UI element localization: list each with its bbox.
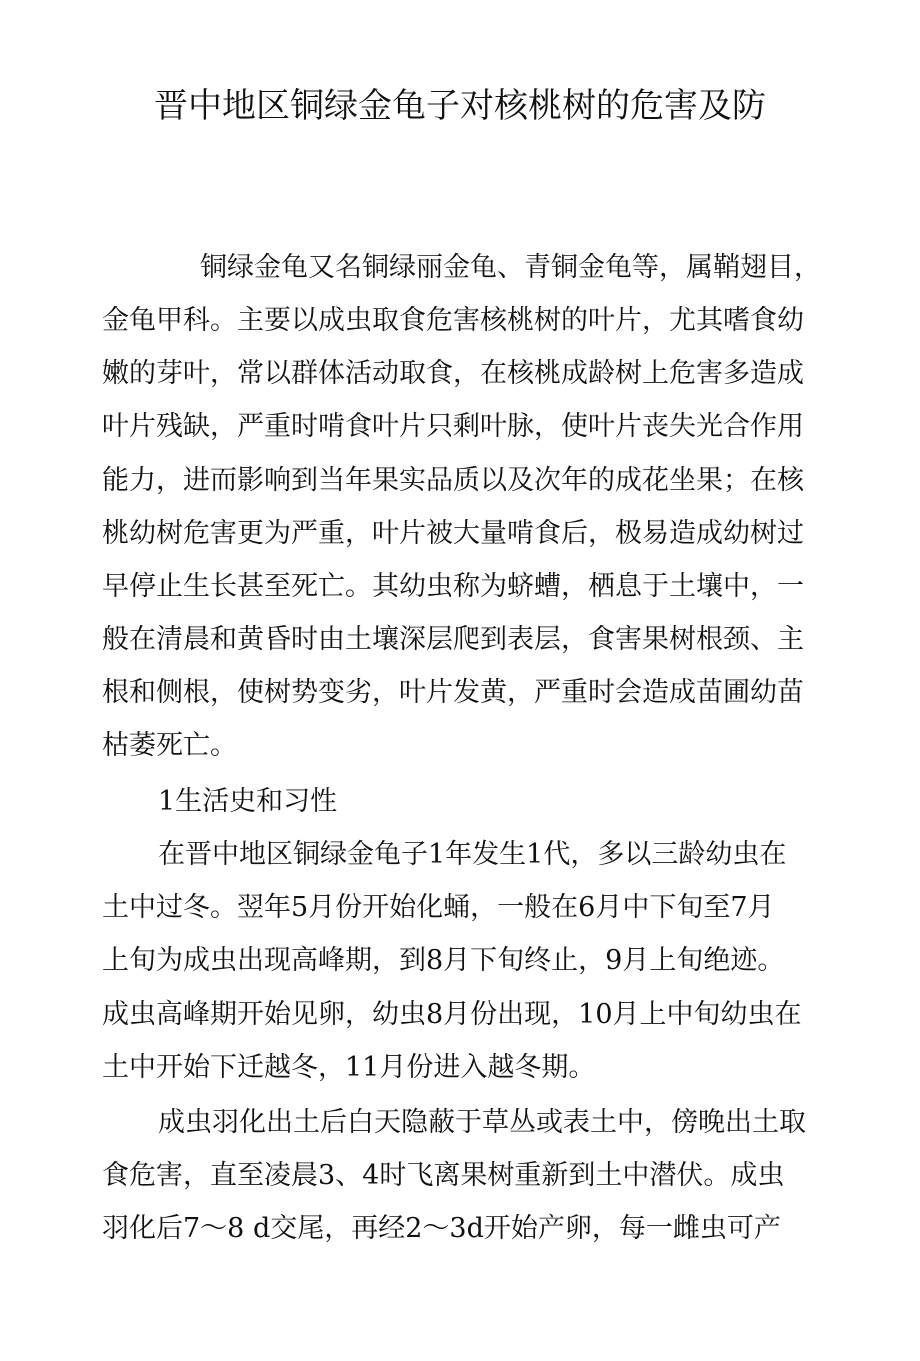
paragraph-line: 桃幼树危害更为严重，叶片被大量啃食后，极易造成幼树过 (102, 518, 804, 549)
paragraph-line: 在晋中地区铜绿金龟子1年发生1代，多以三龄幼虫在 (158, 839, 787, 870)
paragraph-line: 成虫高峰期开始见卵，幼虫8月份出现，10月上中旬幼虫在 (102, 999, 802, 1030)
paragraph-line: 土中过冬。翌年5月份开始化蛹，一般在6月中下旬至7月 (102, 892, 775, 923)
paragraph-line: 成虫羽化出土后白天隐蔽于草丛或表土中，傍晚出土取 (158, 1107, 806, 1138)
section-heading: 1生活史和习性 (158, 786, 338, 817)
document-title: 晋中地区铜绿金龟子对核桃树的危害及防 (154, 86, 766, 126)
paragraph-line: 金龟甲科。主要以成虫取食危害核桃树的叶片，尤其嗜食幼 (102, 305, 804, 336)
paragraph-line: 铜绿金龟又名铜绿丽金龟、青铜金龟等，属鞘翅目， (200, 252, 821, 283)
paragraph-line: 般在清晨和黄昏时由土壤深层爬到表层，食害果树根颈、主 (102, 624, 804, 655)
paragraph-line: 能力，进而影响到当年果实品质以及次年的成花坐果；在核 (102, 465, 804, 496)
paragraph-line: 早停止生长甚至死亡。其幼虫称为蛴螬，栖息于土壤中，一 (102, 571, 804, 602)
paragraph-line: 叶片残缺，严重时啃食叶片只剩叶脉，使叶片丧失光合作用 (102, 411, 804, 442)
paragraph-line: 羽化后7～8 d交尾，再经2～3d开始产卵，每一雌虫可产 (102, 1213, 781, 1244)
paragraph-line: 根和侧根，使树势变劣，叶片发黄，严重时会造成苗圃幼苗 (102, 677, 804, 708)
paragraph-line: 上旬为成虫出现高峰期，到8月下旬终止，9月上旬绝迹。 (102, 945, 785, 976)
paragraph-line: 土中开始下迁越冬，11月份进入越冬期。 (102, 1052, 596, 1083)
paragraph-line: 嫩的芽叶，常以群体活动取食，在核桃成龄树上危害多造成 (102, 358, 804, 389)
paragraph-line: 枯萎死亡。 (102, 730, 237, 761)
paragraph-line: 食危害，直至凌晨3、4时飞离果树重新到土中潜伏。成虫 (102, 1160, 785, 1191)
